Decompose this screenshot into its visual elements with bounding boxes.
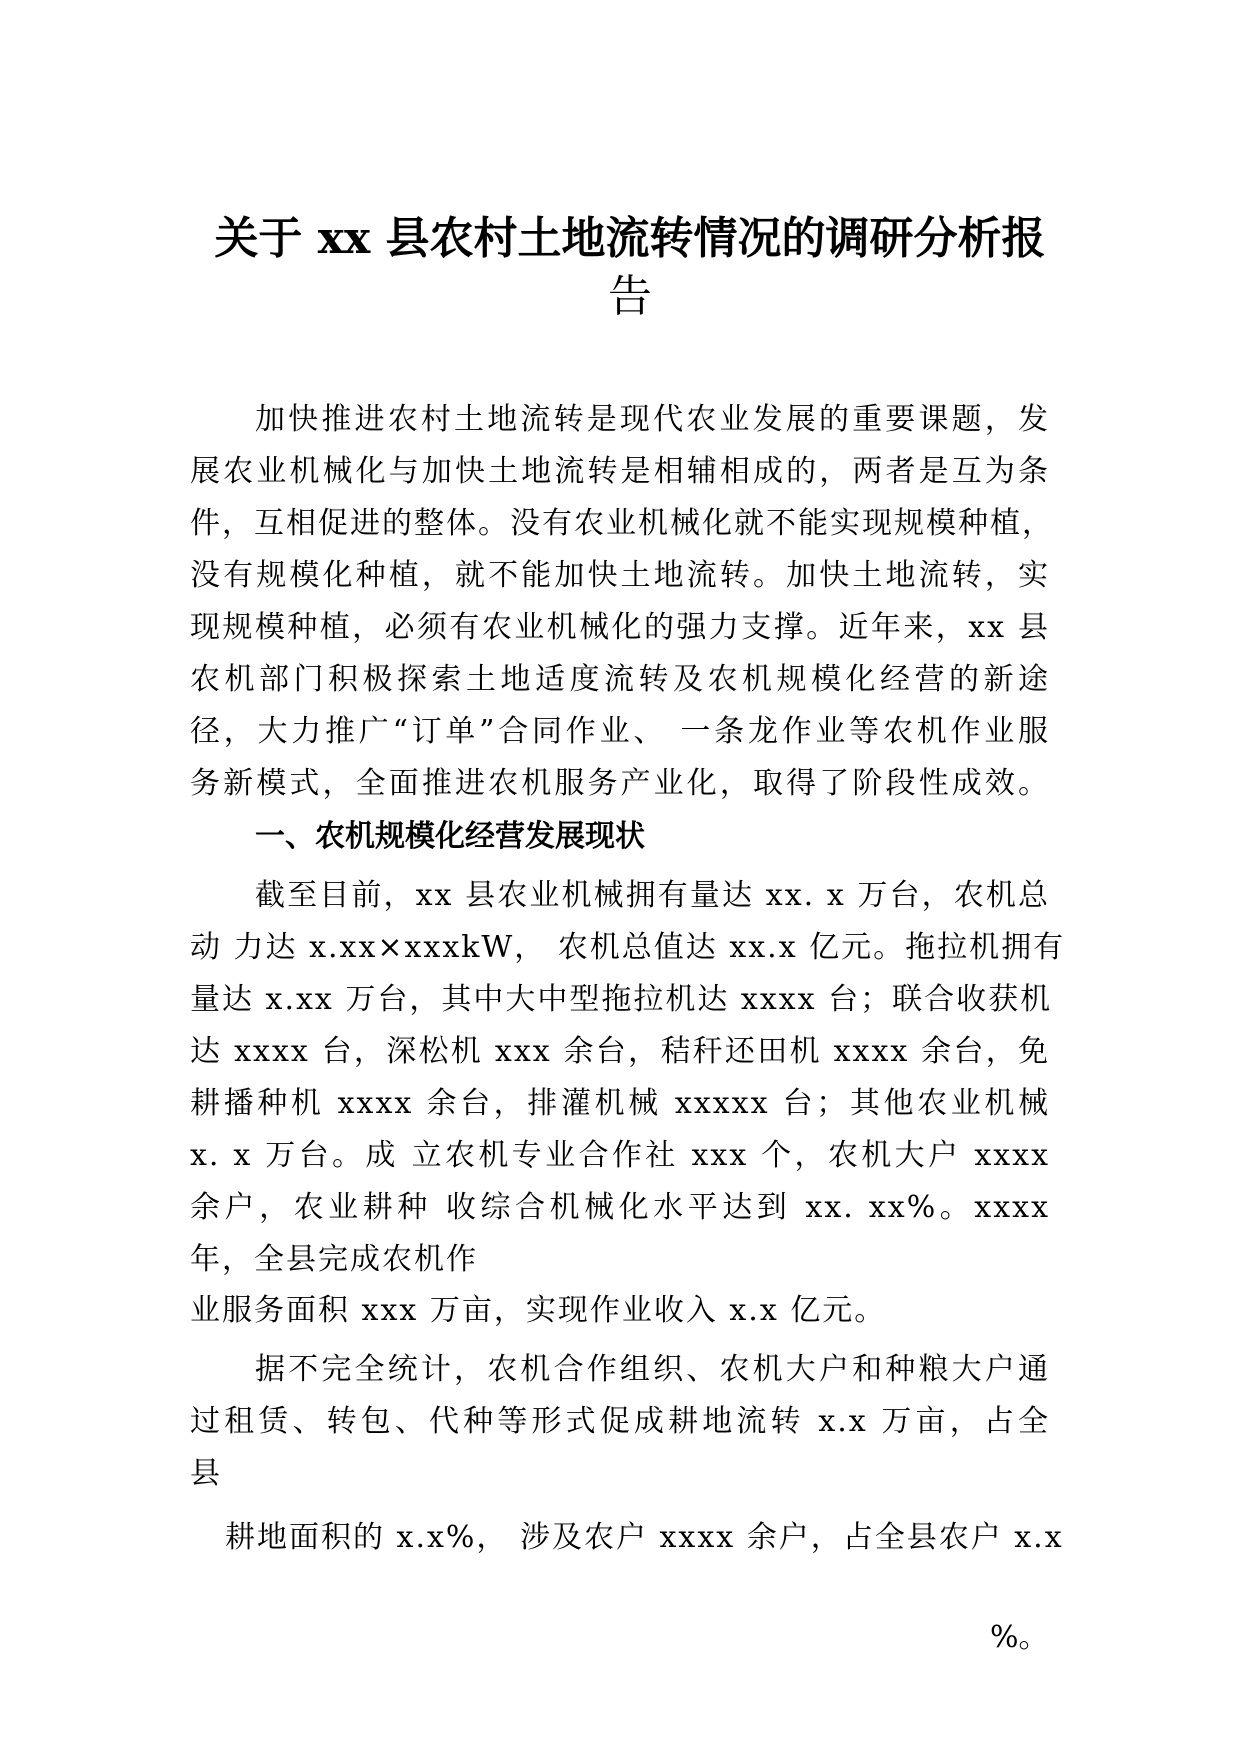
para3-line-4: 耕地面积的 x.x%， 涉及农户 xxxx 余户，占全县农户 x.x xyxy=(225,1520,1064,1555)
intro-line-5: 现规模种植，必须有农业机械化的强力支撑。近年来，xx 县 xyxy=(190,610,1050,645)
title-line-2: 告 xyxy=(608,271,652,322)
intro-line-2: 展农业机械化与加快土地流转是相辅相成的，两者是互为条 xyxy=(190,454,1050,489)
section-heading-1: 一、农机规模化经营发展现状 xyxy=(255,819,645,854)
section1-line-8: 年，全县完成农机作 xyxy=(190,1242,478,1277)
section1-line-9: 业服务面积 xxx 万亩，实现作业收入 x.x 亿元。 xyxy=(190,1293,887,1328)
section1-line-3: 量达 x.xx 万台，其中大中型拖拉机达 xxxx 台；联合收获机 xyxy=(190,982,1053,1017)
section1-line-6: x. x 万台。成 立农机专业合作社 xxx 个，农机大户 xxxx xyxy=(190,1138,1050,1173)
intro-line-3: 件，互相促进的整体。没有农业机械化就不能实现规模种植， xyxy=(190,506,1054,541)
intro-line-7: 径，大力推广“订单”合同作业、 一条龙作业等农机作业服 xyxy=(190,714,1050,749)
section1-line-1: 截至目前，xx 县农业机械拥有量达 xx. x 万台，农机总 xyxy=(255,878,1050,913)
para3-line-1: 据不完全统计，农机合作组织、农机大户和种粮大户通 xyxy=(255,1352,1050,1387)
para3-line-3: 县 xyxy=(190,1456,222,1491)
intro-line-8: 务新模式，全面推进农机服务产业化，取得了阶段性成效。 xyxy=(190,766,1050,801)
para3-line-5: %。 xyxy=(990,1620,1049,1655)
document-title xyxy=(190,210,1070,326)
section1-line-2: 动 力达 x.xx×xxxkW， 农机总值达 xx.x 亿元。拖拉机拥有 xyxy=(190,930,1066,965)
intro-line-4: 没有规模化种植，就不能加快土地流转。加快土地流转，实 xyxy=(190,558,1050,593)
section1-line-5: 耕播种机 xxxx 余台，排灌机械 xxxxx 台；其他农业机械 xyxy=(190,1086,1050,1121)
section1-line-7: 余户，农业耕种 收综合机械化水平达到 xx. xx%。xxxx xyxy=(190,1190,1050,1225)
title-line-1: 关于 xx 县农村土地流转情况的调研分析报 xyxy=(214,213,1046,264)
para3-line-2: 过租赁、转包、代种等形式促成耕地流转 x.x 万亩，占全 xyxy=(190,1404,1050,1439)
section1-line-4: 达 xxxx 台，深松机 xxx 余台，秸秆还田机 xxxx 余台，免 xyxy=(190,1034,1050,1069)
intro-line-1: 加快推进农村土地流转是现代农业发展的重要课题，发 xyxy=(255,402,1050,437)
intro-line-6: 农机部门积极探索土地适度流转及农机规模化经营的新途 xyxy=(190,662,1050,697)
